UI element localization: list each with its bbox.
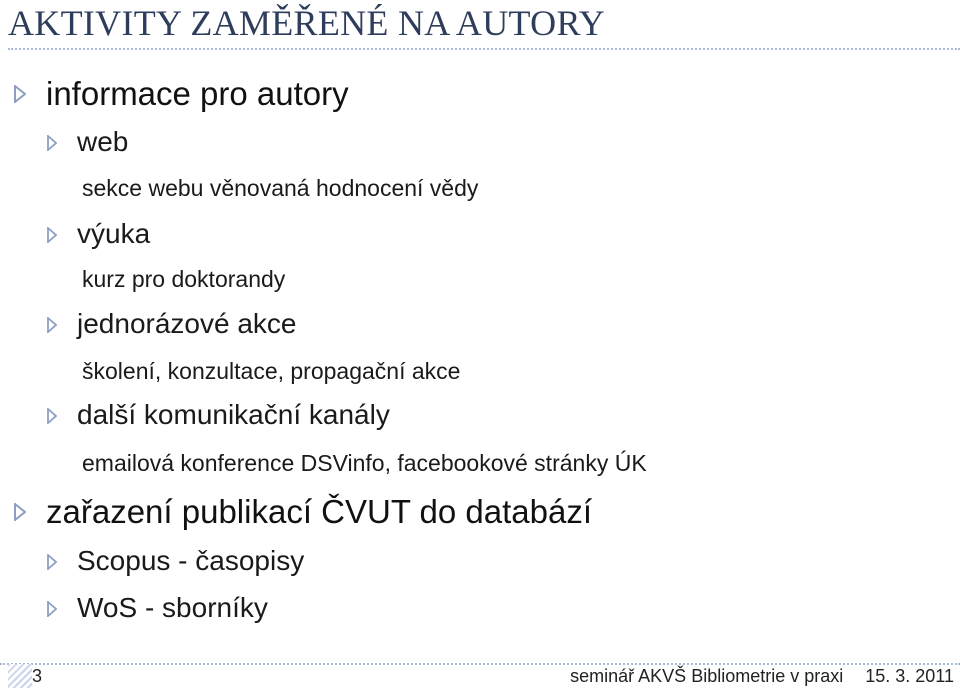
page-number: 3 <box>32 666 43 686</box>
bullet-text: výuka <box>77 218 151 249</box>
bullet-text: zařazení publikací ČVUT do databází <box>46 493 593 530</box>
subitem-jednorazove: školení, konzultace, propagační akce <box>82 358 461 384</box>
subitem-kanaly: emailová konference DSVinfo, facebookové stránky ÚK <box>82 450 647 476</box>
bullet-text: jednorázové akce <box>77 308 297 339</box>
bullet-text: WoS - sborníky <box>77 592 268 623</box>
triangle-bullet-icon <box>47 601 57 617</box>
slide-title: AKTIVITY ZAMĚŘENÉ NA AUTORY <box>8 3 606 43</box>
bullet-text: další komunikační kanály <box>77 399 390 430</box>
triangle-bullet-icon <box>47 227 57 243</box>
bullet-text: informace pro autory <box>46 75 349 112</box>
triangle-bullet-icon <box>47 554 57 570</box>
bullet-text: web <box>77 126 129 157</box>
bullet-text: Scopus - časopisy <box>77 545 305 576</box>
title-divider <box>8 48 960 50</box>
footer-divider <box>0 663 960 665</box>
footer-date: 15. 3. 2011 <box>865 666 954 686</box>
triangle-bullet-icon <box>47 317 57 333</box>
triangle-bullet-icon <box>14 503 26 521</box>
subitem-web: sekce webu věnovaná hodnocení vědy <box>82 175 479 201</box>
subitem-vyuka: kurz pro doktorandy <box>82 266 286 292</box>
footer-event: seminář AKVŠ Bibliometrie v praxi <box>570 666 844 686</box>
hatched-square-icon <box>8 664 32 688</box>
triangle-bullet-icon <box>47 408 57 424</box>
triangle-bullet-icon <box>14 85 26 103</box>
triangle-bullet-icon <box>47 135 57 151</box>
footer-info <box>570 666 954 687</box>
